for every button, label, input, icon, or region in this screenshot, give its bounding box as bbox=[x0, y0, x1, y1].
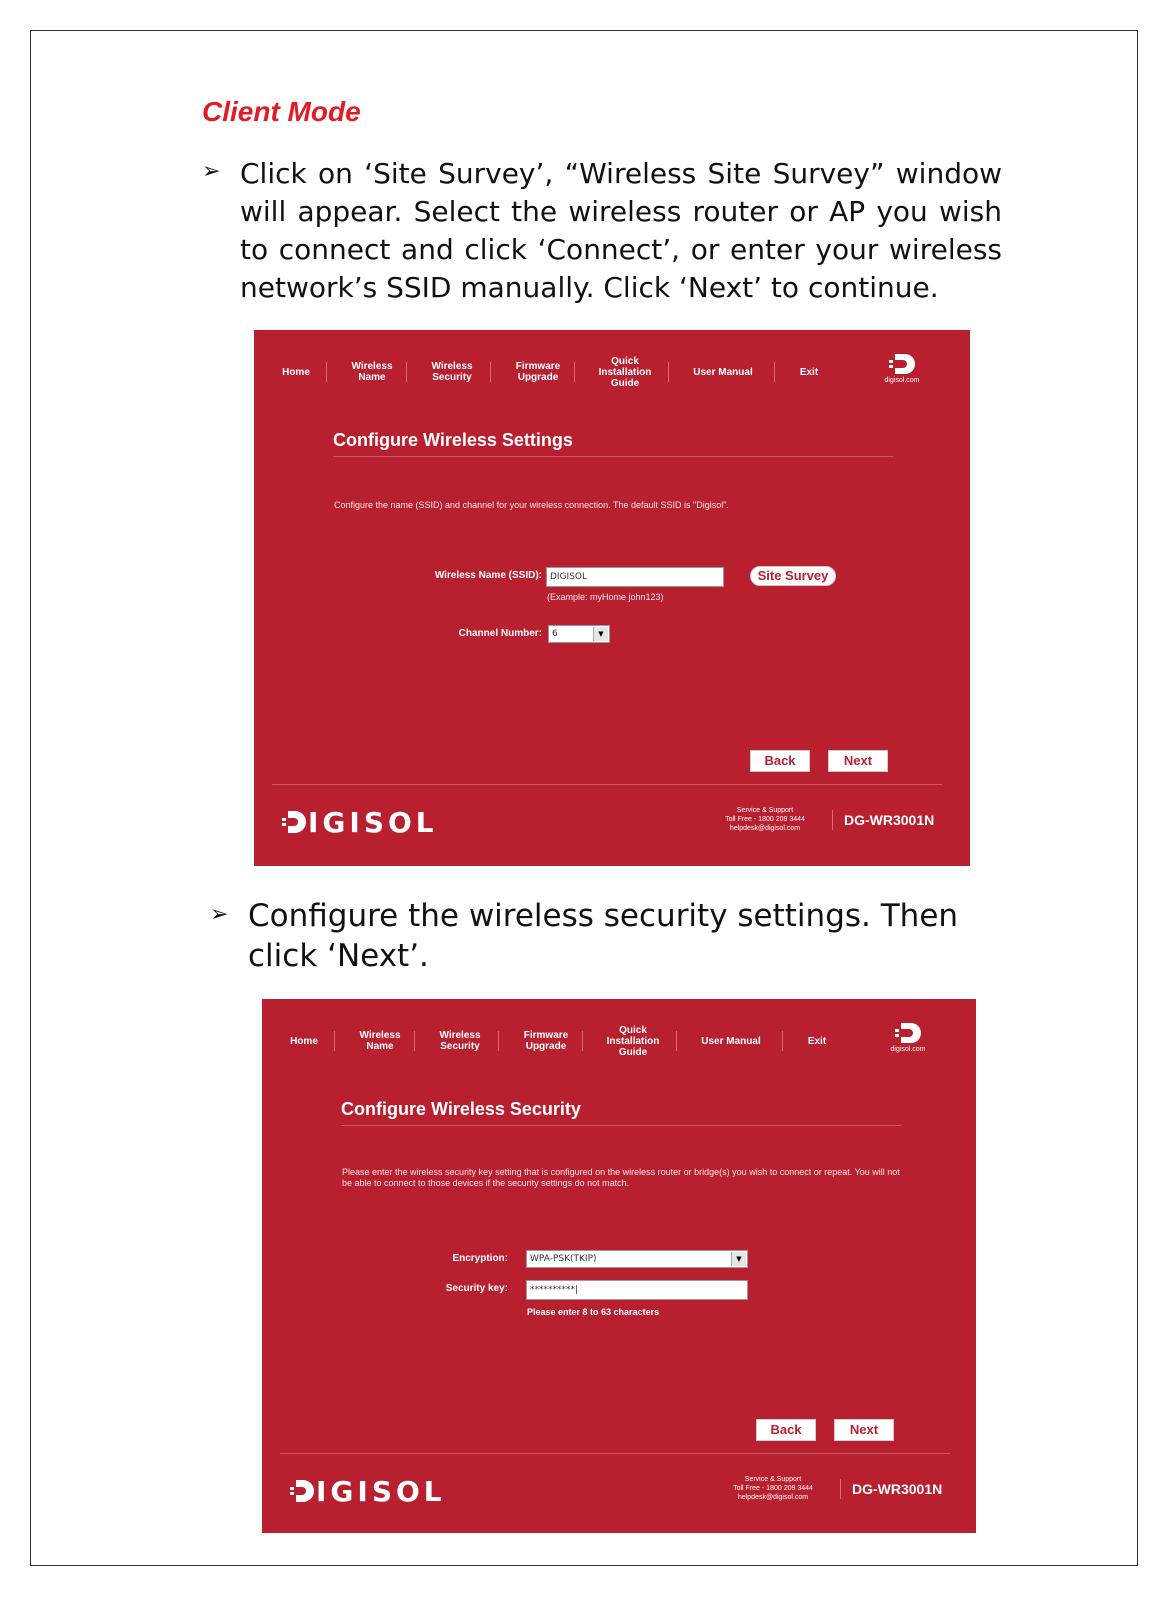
digisol-logo bbox=[878, 1023, 938, 1053]
nav-divider bbox=[582, 1031, 583, 1051]
top-nav bbox=[254, 352, 970, 400]
screenshot-wireless-settings bbox=[254, 330, 970, 866]
nav-divider bbox=[782, 1031, 783, 1051]
security-key-hint: Please enter 8 to 63 characters bbox=[527, 1307, 660, 1317]
channel-label: Channel Number: bbox=[458, 628, 542, 639]
bullet-text: Click on ‘Site Survey’, “Wireless Site Survey” window will appear. Select the wireless router or AP you wish to connect and click ‘Connect’, or enter your wireless network’s SSID manually. Click ‘Next’ to continue. bbox=[240, 157, 1002, 304]
nav-home[interactable]: Home bbox=[290, 1035, 318, 1047]
nav-user-manual[interactable]: User Manual bbox=[693, 366, 753, 378]
next-button[interactable]: Next bbox=[834, 1419, 894, 1441]
nav-exit[interactable]: Exit bbox=[799, 366, 819, 378]
support-title: Service & Support bbox=[744, 1476, 802, 1483]
logo-url: digisol.com bbox=[890, 1046, 926, 1053]
nav-wireless-name[interactable]: Wireless Name bbox=[359, 1030, 401, 1052]
footer-divider bbox=[272, 784, 942, 785]
top-nav bbox=[262, 1021, 976, 1069]
brand-text: IGISOL bbox=[308, 806, 438, 839]
footer-divider bbox=[280, 1453, 950, 1454]
encryption-label: Encryption: bbox=[452, 1253, 508, 1264]
nav-divider bbox=[774, 362, 775, 382]
nav-quick-installation-guide[interactable]: Quick Installation Guide bbox=[606, 1024, 660, 1058]
support-info bbox=[714, 1475, 832, 1502]
page-description: Please enter the wireless security key setting that is configured on the wireless router or bridge(s) you wish to connect or repeat. You will not be able to connect to those devices if the security settings do not match. bbox=[342, 1167, 900, 1188]
digisol-logo-icon bbox=[889, 354, 915, 374]
nav-divider bbox=[334, 1031, 335, 1051]
encryption-value: WPA-PSK(TKIP) bbox=[530, 1254, 597, 1264]
chevron-down-icon[interactable]: ▼ bbox=[731, 1252, 746, 1266]
next-button[interactable]: Next bbox=[828, 750, 888, 772]
nav-wireless-security[interactable]: Wireless Security bbox=[431, 361, 473, 383]
nav-divider bbox=[490, 362, 491, 382]
back-button[interactable]: Back bbox=[750, 750, 810, 772]
nav-quick-installation-guide[interactable]: Quick Installation Guide bbox=[598, 355, 652, 389]
brand-text: IGISOL bbox=[316, 1475, 446, 1508]
bullet-text: Configure the wireless security settings. Then click ‘Next’. bbox=[248, 898, 959, 974]
security-key-input[interactable]: **********| bbox=[526, 1280, 748, 1300]
nav-divider bbox=[574, 362, 575, 382]
nav-exit[interactable]: Exit bbox=[807, 1035, 827, 1047]
screenshot-wireless-security bbox=[262, 999, 976, 1533]
nav-home[interactable]: Home bbox=[282, 366, 310, 378]
footer-separator bbox=[840, 1479, 841, 1499]
nav-divider bbox=[406, 362, 407, 382]
security-key-label: Security key: bbox=[445, 1283, 508, 1294]
footer-separator bbox=[832, 810, 833, 830]
nav-divider bbox=[326, 362, 327, 382]
encryption-select[interactable] bbox=[526, 1250, 748, 1268]
chevron-down-icon[interactable]: ▼ bbox=[593, 627, 608, 641]
ssid-example: (Example: myHome john123) bbox=[547, 592, 664, 602]
support-email: helpdesk@digisol.com bbox=[737, 1494, 809, 1501]
page-title: Configure Wireless Settings bbox=[333, 430, 573, 450]
nav-divider bbox=[676, 1031, 677, 1051]
support-info bbox=[706, 806, 824, 833]
nav-divider bbox=[668, 362, 669, 382]
logo-url: digisol.com bbox=[884, 377, 920, 384]
ssid-input[interactable]: DIGISOL bbox=[546, 567, 724, 587]
digisol-d-icon bbox=[290, 1479, 314, 1503]
nav-divider bbox=[414, 1031, 415, 1051]
page-title: Configure Wireless Security bbox=[341, 1099, 581, 1119]
nav-firmware-upgrade[interactable]: Firmware Upgrade bbox=[523, 1030, 569, 1052]
model-name: DG-WR3001N bbox=[852, 1481, 943, 1497]
bullet-arrow-icon: ➢ bbox=[202, 159, 221, 184]
heading-divider bbox=[341, 1125, 901, 1126]
model-name: DG-WR3001N bbox=[844, 812, 935, 828]
digisol-logo-icon bbox=[895, 1023, 921, 1043]
support-title: Service & Support bbox=[736, 807, 794, 814]
page-description: Configure the name (SSID) and channel for your wireless connection. The default SSID is "Digisol". bbox=[334, 500, 729, 510]
nav-wireless-name[interactable]: Wireless Name bbox=[351, 361, 393, 383]
channel-value: 6 bbox=[552, 629, 558, 639]
heading-divider bbox=[333, 456, 893, 457]
site-survey-button[interactable]: Site Survey bbox=[750, 566, 836, 586]
support-phone: Toll Free - 1800 209 3444 bbox=[725, 816, 805, 823]
footer-brand bbox=[282, 806, 438, 839]
nav-wireless-security[interactable]: Wireless Security bbox=[439, 1030, 481, 1052]
support-phone: Toll Free - 1800 209 3444 bbox=[733, 1485, 813, 1492]
footer-brand bbox=[290, 1475, 446, 1508]
back-button[interactable]: Back bbox=[756, 1419, 816, 1441]
nav-divider bbox=[498, 1031, 499, 1051]
nav-firmware-upgrade[interactable]: Firmware Upgrade bbox=[515, 361, 561, 383]
ssid-label: Wireless Name (SSID): bbox=[434, 570, 542, 581]
digisol-logo bbox=[872, 354, 932, 384]
digisol-d-icon bbox=[282, 810, 306, 834]
support-email: helpdesk@digisol.com bbox=[729, 825, 801, 832]
bullet-arrow-icon: ➢ bbox=[210, 902, 229, 927]
section-title: Client Mode bbox=[202, 96, 361, 127]
nav-user-manual[interactable]: User Manual bbox=[701, 1035, 761, 1047]
channel-select[interactable] bbox=[548, 625, 610, 643]
